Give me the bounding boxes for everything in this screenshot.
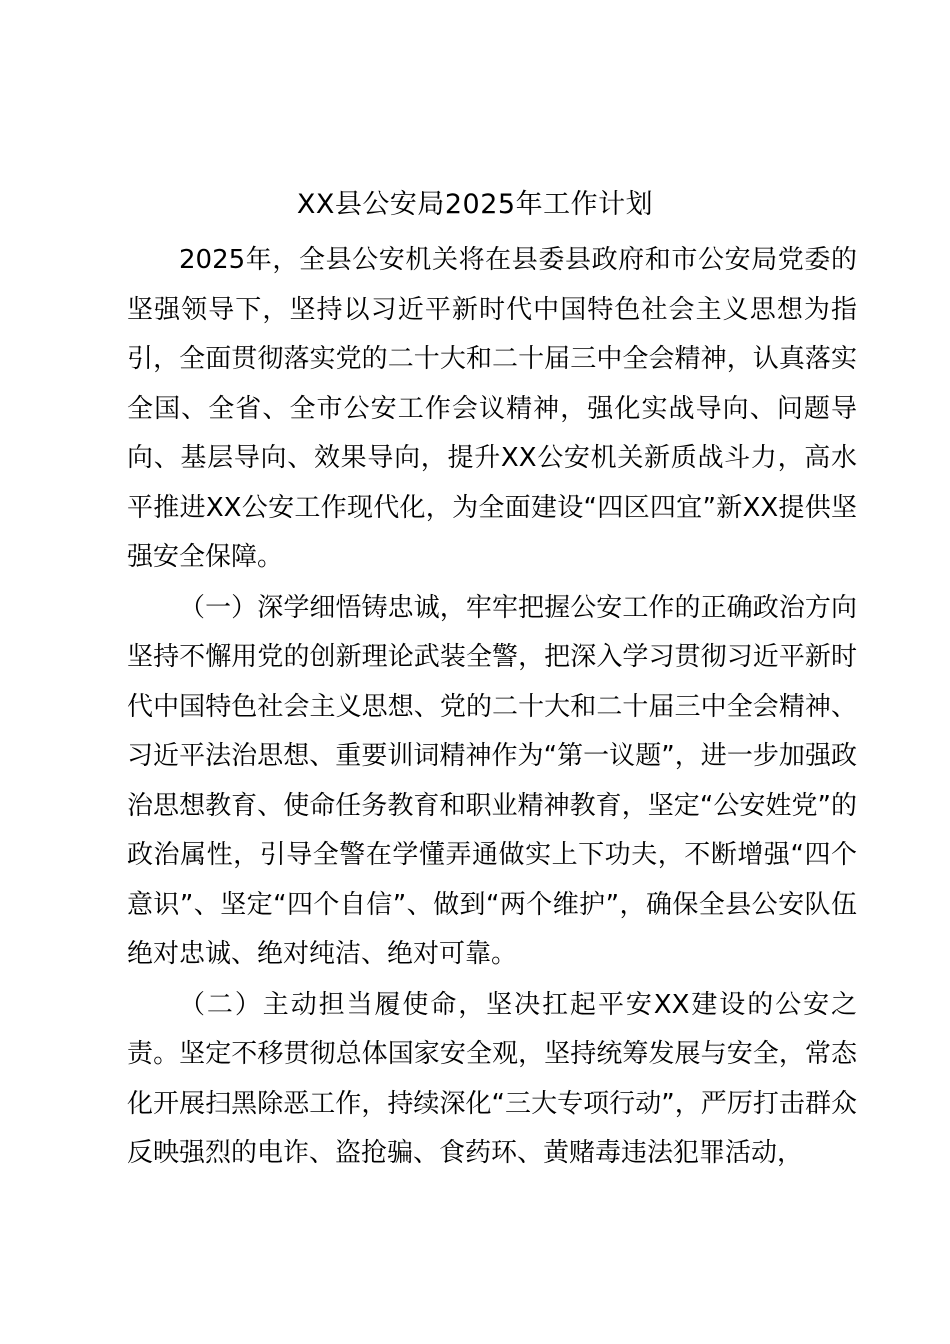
document-title: XX县公安局2025年工作计划 (296, 189, 654, 220)
paragraph-section-1: （一）深学细悟铸忠诚，牢牢把握公安工作的正确政治方向坚持不懈用党的创新理论武装全警，把深入学习贯彻习近平新时代中国特色社会主义思想、党的二十大和二十届三中全会精神、习近平法治思想、重要训词精神作为“第一议题”，进一步加强政治思想教育、使命任务教育和职业精神教育，坚定“公安姓党”的政治属性，引导全警在学懂弄通做实上下功夫，不断增强“四个意识”、坚定“四个自信”、做到“两个维护”，确保全县公安队伍绝对忠诚、绝对纯洁、绝对可靠。 (127, 592, 857, 969)
document-body (127, 236, 857, 1179)
paragraph-section-2: （二）主动担当履使命，坚决扛起平安XX建设的公安之责。坚定不移贯彻总体国家安全观，坚持统筹发展与安全，常态化开展扫黑除恶工作，持续深化“三大专项行动”，严厉打击群众反映强烈的电诈、盗抢骗、食药环、黄赌毒违法犯罪活动， (127, 989, 857, 1168)
paragraph-intro: 2025年，全县公安机关将在县委县政府和市公安局党委的坚强领导下，坚持以习近平新时代中国特色社会主义思想为指引，全面贯彻落实党的二十大和二十届三中全会精神，认真落实全国、全省、全市公安工作会议精神，强化实战导向、问题导向、基层导向、效果导向，提升XX公安机关新质战斗力，高水平推进XX公安工作现代化，为全面建设“四区四宜”新XX提供坚强安全保障。 (127, 245, 857, 572)
